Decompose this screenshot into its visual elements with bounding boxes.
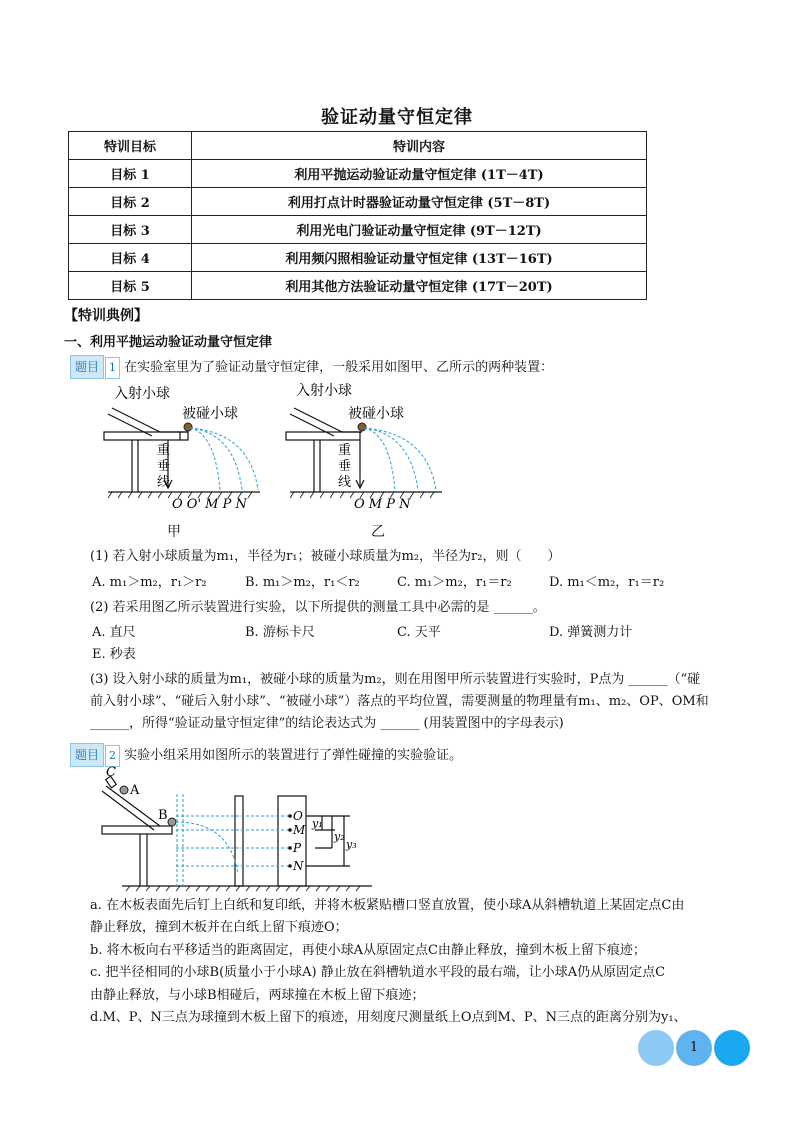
plumb-label: 重 — [338, 443, 352, 458]
q2-step-c-line2: 由静止释放，与小球B相碰后，两球撞在木板上留下痕迹； — [90, 988, 425, 1003]
table-header-row — [69, 132, 647, 160]
label-n: N — [293, 859, 304, 873]
table-cell: 目标 2 — [69, 188, 192, 216]
q1-part1: (1) 若入射小球质量为m₁，半径为r₁；被碰小球质量为m₂，半径为r₂，则（ ） — [90, 549, 561, 564]
q1-part3-line1: (3) 设入射小球的质量为m₁，被碰小球的质量为m₂，则在用图甲所示装置进行实验时，P点为 ______（“碰 — [90, 672, 701, 687]
q2-step-d: d.M、P、N三点为球撞到木板上留下的痕迹，用刻度尺测量纸上O点到M、P、N三点的距离分别为y₁、 — [90, 1010, 687, 1025]
q1-p2-option-b: B. 游标卡尺 — [245, 625, 315, 640]
question-number: 1 — [105, 357, 120, 379]
table-row — [69, 244, 647, 272]
label-p: P — [293, 841, 302, 855]
plumb-label: 线 — [338, 475, 352, 490]
impact-marks — [288, 814, 292, 868]
target-ball — [358, 423, 366, 431]
trajectory-lines — [190, 428, 258, 490]
target-ball-label: 被碰小球 — [182, 406, 238, 422]
q1-p2-option-c: C. 天平 — [397, 625, 441, 640]
page-circle-decor — [638, 1030, 674, 1066]
incident-ball-label: 入射小球 — [114, 386, 170, 402]
q1-part3-line2: 前入射小球”、“碰后入射小球”、“被碰小球”）落点的平均位置，需要测量的物理量有m₁、m₂、OP、OM和 — [90, 694, 709, 709]
subsection-heading: 一、利用平抛运动验证动量守恒定律 — [64, 335, 273, 350]
target-ball — [184, 423, 192, 431]
figure-caption-jia: 甲 — [167, 524, 181, 540]
incident-ball-label: 入射小球 — [296, 383, 352, 399]
q2-step-a-line2: 静止释放，撞到木板并在白纸上留下痕迹O； — [90, 920, 348, 935]
table-cell: 利用平抛运动验证动量守恒定律 (1T－4T) — [192, 160, 647, 188]
label-y3: y₃ — [346, 838, 357, 851]
q1-p2-option-e: E. 秒表 — [92, 647, 136, 662]
section-heading: 【特训典例】 — [64, 308, 148, 324]
label-a: A — [130, 783, 140, 798]
table-cell: 利用打点计时器验证动量守恒定律 (5T－8T) — [192, 188, 647, 216]
q2-stem-text: 实验小组采用如图所示的装置进行了弹性碰撞的实验验证。 — [124, 748, 463, 763]
ball-b — [168, 818, 176, 826]
question-badge: 题目 — [70, 743, 104, 767]
q2-step-a-line1: a. 在木板表面先后钉上白纸和复印纸，并将木板紧贴槽口竖直放置，使小球A从斜槽轨道上某固定点C由 — [90, 898, 685, 913]
plumb-label: 重 — [157, 443, 171, 458]
q1-option-a: A. m₁＞m₂，r₁＞r₂ — [92, 575, 207, 590]
label-m: M — [293, 823, 306, 837]
table-cell: 利用其他方法验证动量守恒定律 (17T－20T) — [192, 272, 647, 300]
q1-option-c: C. m₁＞m₂，r₁＝r₂ — [397, 575, 512, 590]
ball-a — [120, 786, 128, 794]
table-row — [69, 272, 647, 300]
table-cell: 目标 1 — [69, 160, 192, 188]
table-cell: 目标 5 — [69, 272, 192, 300]
q1-p2-option-d: D. 弹簧测力计 — [549, 625, 633, 640]
figure-caption-yi: 乙 — [371, 524, 385, 540]
table-cell: 利用频闪照相验证动量守恒定律 (13T－16T) — [192, 244, 647, 272]
label-y2: y₂ — [334, 830, 345, 843]
q1-part2: (2) 若采用图乙所示装置进行实验，以下所提供的测量工具中必需的是 ______。 — [90, 600, 546, 615]
table-header-cell: 特训目标 — [69, 132, 192, 160]
goals-table — [68, 131, 647, 300]
q1-option-b: B. m₁＞m₂，r₁＜r₂ — [245, 575, 360, 590]
page-number: 1 — [676, 1030, 712, 1066]
q1-stem-text: 在实验室里为了验证动量守恒定律，一般采用如图甲、乙所示的两种装置： — [124, 360, 554, 375]
label-o: O — [293, 809, 303, 823]
q1-stem — [70, 355, 553, 379]
points-label: O M P N — [354, 497, 411, 508]
figure-yi — [282, 378, 452, 508]
page-title: 验证动量守恒定律 — [321, 107, 473, 128]
label-b: B — [158, 808, 168, 823]
target-ball-label: 被碰小球 — [348, 406, 404, 422]
label-y1: y₁ — [312, 817, 323, 830]
page-circle-decor — [714, 1030, 750, 1066]
q1-part3-line3: ______，所得“验证动量守恒定律”的结论表达式为 ______ (用装置图中的字母表示) — [90, 716, 564, 731]
q1-p2-option-a: A. 直尺 — [92, 625, 136, 640]
plumb-label: 垂 — [338, 459, 352, 474]
points-label: O O' M P N — [172, 497, 247, 508]
figure-q2 — [100, 764, 380, 892]
question-number: 2 — [105, 745, 120, 767]
table-header-cell: 特训内容 — [192, 132, 647, 160]
plumb-label: 垂 — [157, 459, 171, 474]
question-badge: 题目 — [70, 355, 104, 379]
table-row — [69, 216, 647, 244]
table-row — [69, 188, 647, 216]
plumb-label: 线 — [157, 475, 171, 490]
figure-jia — [100, 378, 270, 508]
q1-option-d: D. m₁＜m₂，r₁＝r₂ — [549, 575, 665, 590]
table-cell: 利用光电门验证动量守恒定律 (9T－12T) — [192, 216, 647, 244]
table-cell: 目标 3 — [69, 216, 192, 244]
q2-step-b: b. 将木板向右平移适当的距离固定，再使小球A从原固定点C由静止释放，撞到木板上留下痕迹； — [90, 943, 646, 958]
label-c: C — [106, 765, 116, 780]
trajectory-lines — [364, 428, 436, 490]
q2-step-c-line1: c. 把半径相同的小球B(质量小于小球A) 静止放在斜槽轨道水平段的最右端，让小球A仍从原固定点C — [90, 965, 666, 980]
table-row — [69, 160, 647, 188]
table-cell: 目标 4 — [69, 244, 192, 272]
trajectory-lines — [176, 794, 290, 886]
